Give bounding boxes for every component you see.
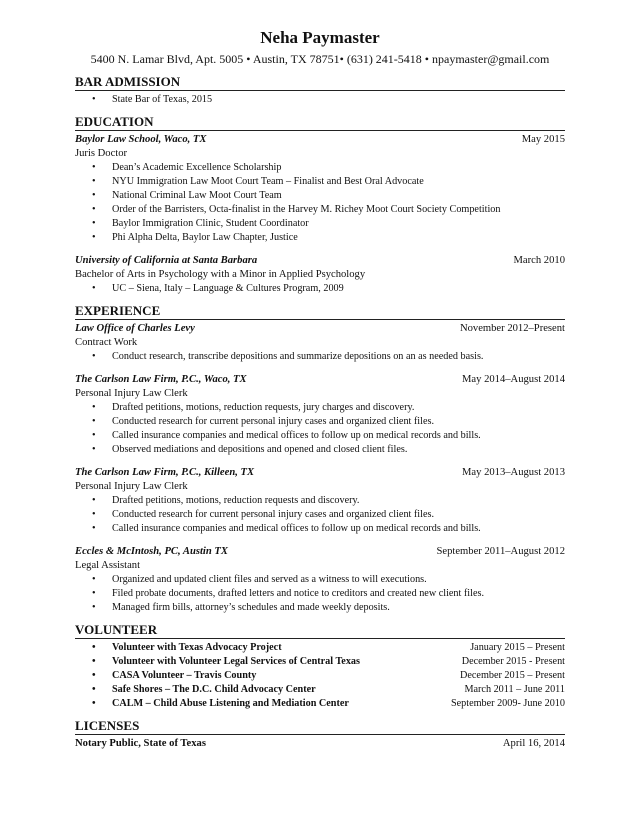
- volunteer-item: • CALM – Child Abuse Listening and Mediation Center September 2009- June 2010: [92, 698, 565, 709]
- job-title: Personal Injury Law Clerk: [75, 388, 188, 399]
- bar-admission-section: [75, 75, 565, 107]
- volunteer-list: [75, 641, 565, 711]
- employer-name: The Carlson Law Firm, P.C., Killeen, TX: [75, 467, 255, 478]
- section-heading: VOLUNTEER: [75, 623, 565, 639]
- bullet-item: • Conducted research for current personal injury cases and organized client files.: [92, 509, 435, 520]
- entry-date: November 2012–Present: [459, 323, 565, 334]
- degree: Juris Doctor: [75, 148, 128, 159]
- section-heading: EDUCATION: [75, 115, 565, 131]
- bullet-item: • Observed mediations and depositions and opened and closed client files.: [92, 444, 408, 455]
- bullet-list: [75, 401, 565, 457]
- section-heading: BAR ADMISSION: [75, 75, 565, 91]
- volunteer-section: [75, 623, 565, 711]
- entry-date: September 2011–August 2012: [436, 546, 565, 557]
- entry-date: December 2015 – Present: [460, 670, 565, 681]
- job-title: Legal Assistant: [75, 560, 141, 571]
- section-heading: LICENSES: [75, 719, 565, 735]
- licenses-section: [75, 719, 565, 751]
- bullet-list: [75, 494, 565, 536]
- section-heading: EXPERIENCE: [75, 304, 565, 320]
- volunteer-item: • Volunteer with Texas Advocacy Project January 2015 – Present: [92, 642, 565, 653]
- school-name: University of California at Santa Barbara: [75, 255, 258, 266]
- bullet-list: [75, 573, 565, 615]
- bullet-list: [75, 350, 565, 364]
- bullet-item: • Baylor Immigration Clinic, Student Coordinator: [92, 218, 309, 229]
- bullet-text: State Bar of Texas, 2015: [112, 94, 213, 105]
- experience-entry: [75, 466, 565, 536]
- bullet-item: • Dean’s Academic Excellence Scholarship: [92, 162, 282, 173]
- entry-date: May 2014–August 2014: [462, 374, 565, 385]
- bullet-item: • Conduct research, transcribe depositions and summarize depositions on an as needed basis.: [92, 351, 484, 362]
- bullet-item: • State Bar of Texas, 2015: [92, 94, 213, 105]
- bullet-item: • Organized and updated client files and served as a witness to will executions.: [92, 574, 427, 585]
- bullet-item: • Managed firm bills, attorney’s schedules and made weekly deposits.: [92, 602, 390, 613]
- education-section: [75, 115, 565, 296]
- bullet-item: • Called insurance companies and medical offices to follow up on medical records and bills.: [92, 523, 481, 534]
- employer-name: Law Office of Charles Levy: [75, 323, 195, 334]
- entry-date: January 2015 – Present: [470, 642, 565, 653]
- bullet-item: • NYU Immigration Law Moot Court Team – Finalist and Best Oral Advocate: [92, 176, 424, 187]
- entry-date: September 2009- June 2010: [450, 698, 565, 709]
- bullet-item: • Filed probate documents, drafted letters and notice to creditors and created new client files.: [92, 588, 484, 599]
- bullet-item: • Drafted petitions, motions, reduction requests, jury charges and discovery.: [92, 402, 415, 413]
- entry-date: April 16, 2014: [502, 738, 565, 749]
- experience-entry: [75, 322, 565, 364]
- volunteer-item: • Volunteer with Volunteer Legal Services of Central Texas December 2015 - Present: [92, 656, 565, 667]
- school-name: Baylor Law School, Waco, TX: [75, 134, 207, 145]
- contact-line: 5400 N. Lamar Blvd, Apt. 5005 • Austin, TX 78751• (631) 241-5418 • npaymaster@gmail.com: [90, 52, 550, 66]
- entry-date: March 2010: [513, 255, 565, 266]
- bullet-item: • Drafted petitions, motions, reduction requests and discovery.: [92, 495, 360, 506]
- entry-date: December 2015 - Present: [461, 656, 565, 667]
- education-entry: [75, 254, 565, 296]
- resume-page: [75, 28, 565, 751]
- bullet-item: • Conducted research for current personal injury cases and organized client files.: [92, 416, 435, 427]
- bullet-list: [75, 93, 565, 107]
- license-name: Notary Public, State of Texas: [75, 738, 206, 749]
- bullet-item: • Called insurance companies and medical offices to follow up on medical records and bills.: [92, 430, 481, 441]
- employer-name: The Carlson Law Firm, P.C., Waco, TX: [75, 374, 247, 385]
- experience-entry: [75, 373, 565, 457]
- education-entry: [75, 133, 565, 245]
- job-title: Contract Work: [75, 337, 138, 348]
- job-title: Personal Injury Law Clerk: [75, 481, 188, 492]
- experience-entry: [75, 545, 565, 615]
- resume-name: Neha Paymaster: [260, 28, 380, 47]
- experience-section: [75, 304, 565, 615]
- volunteer-item: • Safe Shores – The D.C. Child Advocacy Center March 2011 – June 2011: [92, 684, 565, 695]
- bullet-list: [75, 282, 565, 296]
- license-row: [75, 737, 565, 751]
- entry-date: March 2011 – June 2011: [464, 684, 565, 695]
- degree: Bachelor of Arts in Psychology with a Minor in Applied Psychology: [75, 269, 366, 280]
- volunteer-item: • CASA Volunteer – Travis County December 2015 – Present: [92, 670, 565, 681]
- bullet-item: • National Criminal Law Moot Court Team: [92, 190, 282, 201]
- bullet-item: • Phi Alpha Delta, Baylor Law Chapter, Justice: [92, 232, 298, 243]
- employer-name: Eccles & McIntosh, PC, Austin TX: [75, 546, 228, 557]
- bullet-item: • UC – Siena, Italy – Language & Cultures Program, 2009: [92, 283, 344, 294]
- entry-date: May 2015: [521, 134, 565, 145]
- entry-date: May 2013–August 2013: [462, 467, 565, 478]
- bullet-list: [75, 161, 565, 245]
- bullet-item: • Order of the Barristers, Octa-finalist in the Harvey M. Richey Moot Court Society Competition: [92, 204, 501, 215]
